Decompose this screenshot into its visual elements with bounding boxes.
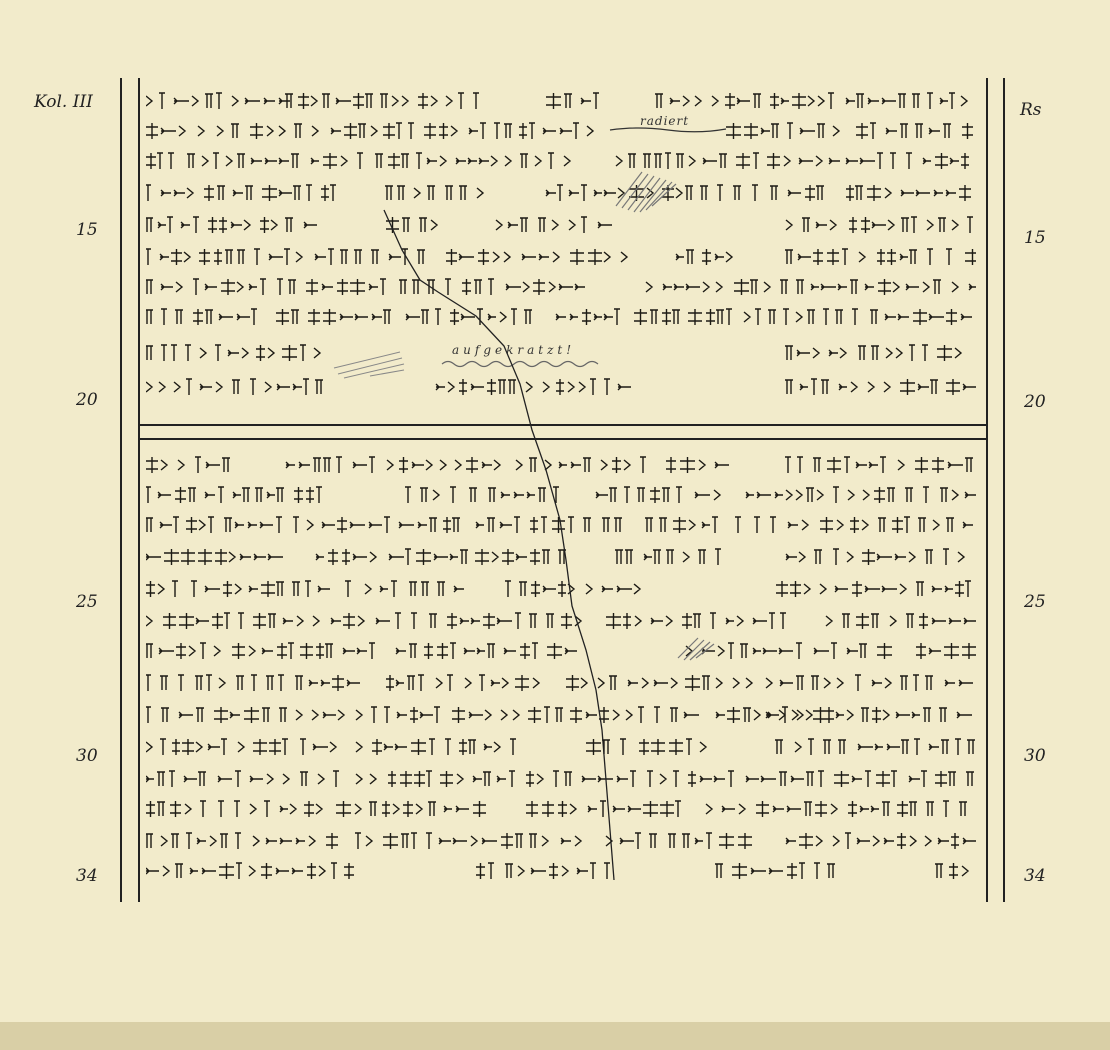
line-number-right-20: 20 <box>1024 392 1046 412</box>
line-number-left-15: 15 <box>76 220 98 240</box>
line-number-right-15: 15 <box>1024 228 1046 248</box>
annotation-radiert: radiert <box>640 114 690 128</box>
line-number-left-20: 20 <box>76 390 98 410</box>
line-number-right-25: 25 <box>1024 592 1046 612</box>
column-label-right: Rs <box>1020 100 1042 120</box>
line-number-left-25: 25 <box>76 592 98 612</box>
line-number-right-34: 34 <box>1024 866 1046 886</box>
line-number-right-30: 30 <box>1024 746 1046 766</box>
annotation-aufgekratzt: aufgekratzt! <box>452 343 576 357</box>
page-bottom-edge <box>0 1022 1110 1050</box>
line-number-left-30: 30 <box>76 746 98 766</box>
line-number-left-34: 34 <box>76 866 98 886</box>
column-label-left: Kol. III <box>34 92 93 112</box>
